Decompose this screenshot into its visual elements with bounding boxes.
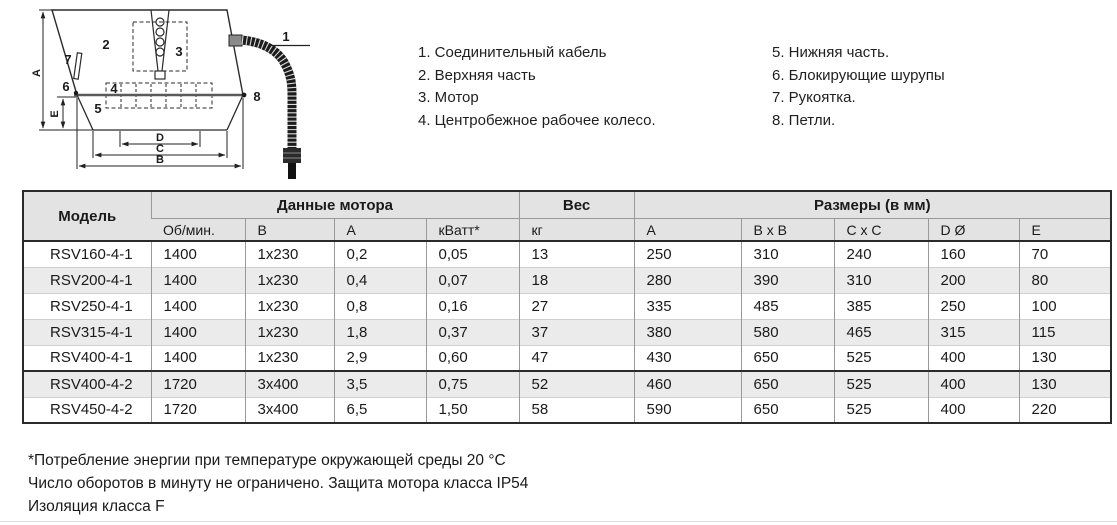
column-group-motor-data: Данные мотора [151, 191, 519, 219]
spec-cell: 280 [634, 267, 741, 293]
spec-cell: 525 [834, 371, 928, 397]
spec-cell: 650 [741, 371, 834, 397]
part-label-6: 6 [62, 79, 70, 94]
spec-cell: 1400 [151, 241, 245, 267]
dim-label-a: A [31, 69, 43, 77]
legend-item: 5. Нижняя часть. [772, 44, 890, 61]
spec-cell: 310 [741, 241, 834, 267]
spec-cell: 0,2 [334, 241, 426, 267]
legend-right [772, 42, 945, 132]
spec-cell: 37 [519, 319, 634, 345]
legend-item: 3. Мотор [418, 89, 479, 106]
spec-cell: 80 [1019, 267, 1111, 293]
fan-diagram [0, 0, 370, 185]
spec-cell: 650 [741, 397, 834, 423]
part-label-2: 2 [102, 37, 110, 52]
spec-cell: 310 [834, 267, 928, 293]
fan-upper-housing [52, 10, 243, 95]
legend-item: 4. Центробежное рабочее колесо. [418, 111, 656, 129]
part-label-8: 8 [253, 89, 261, 104]
column-header-dim-bxb: B x B [741, 219, 834, 242]
spec-cell: 0,75 [426, 371, 519, 397]
spec-cell: 390 [741, 267, 834, 293]
table-row [23, 293, 1111, 319]
spec-cell: 1720 [151, 397, 245, 423]
table-row [23, 241, 1111, 267]
spec-cell: 525 [834, 345, 928, 371]
model-cell: RSV200-4-1 [23, 267, 151, 293]
part-label-3: 3 [175, 44, 183, 59]
table-row [23, 371, 1111, 397]
spec-cell: 590 [634, 397, 741, 423]
spec-cell: 315 [928, 319, 1019, 345]
legend-item: 2. Верхняя часть [418, 66, 536, 84]
spec-cell: 13 [519, 241, 634, 267]
legend-item: 6. Блокирующие шурупы [772, 66, 945, 84]
spec-cell: 580 [741, 319, 834, 345]
spec-cell: 650 [741, 345, 834, 371]
spec-cell: 430 [634, 345, 741, 371]
spec-cell: 220 [1019, 397, 1111, 423]
spec-cell: 130 [1019, 345, 1111, 371]
table-row [23, 345, 1111, 371]
spec-cell: 1400 [151, 345, 245, 371]
spec-cell: 1400 [151, 293, 245, 319]
column-header-kg: кг [519, 219, 634, 242]
spec-cell: 3,5 [334, 371, 426, 397]
spec-cell: 485 [741, 293, 834, 319]
part-label-1: 1 [282, 29, 290, 44]
spec-cell: 250 [928, 293, 1019, 319]
spec-cell: 380 [634, 319, 741, 345]
spec-cell: 0,07 [426, 267, 519, 293]
column-header-dim-cxc: C x C [834, 219, 928, 242]
spec-cell: 1x230 [245, 293, 334, 319]
model-cell: RSV250-4-1 [23, 293, 151, 319]
connection-cable [229, 35, 310, 179]
spec-cell: 3x400 [245, 397, 334, 423]
footnote-line: *Потребление энергии при температуре окружающей среды 20 °C [28, 452, 506, 469]
spec-cell: 1x230 [245, 319, 334, 345]
footnote-line: Число оборотов в минуту не ограничено. Защита мотора класса IP54 [28, 475, 529, 492]
spec-cell: 2,9 [334, 345, 426, 371]
table-row [23, 319, 1111, 345]
column-header-dim-e: E [1019, 219, 1111, 242]
spec-cell: 6,5 [334, 397, 426, 423]
column-group-weight: Вес [519, 191, 634, 219]
spec-cell: 52 [519, 371, 634, 397]
table-row [23, 267, 1111, 293]
spec-cell: 58 [519, 397, 634, 423]
model-cell: RSV400-4-2 [23, 371, 151, 397]
dim-label-e: E [49, 110, 61, 118]
column-header-model: Модель [23, 191, 151, 241]
spec-cell: 1720 [151, 371, 245, 397]
spec-cell: 47 [519, 345, 634, 371]
spec-cell: 100 [1019, 293, 1111, 319]
legend-item: 7. Рукоятка. [772, 89, 856, 106]
column-header-rpm: Об/мин. [151, 219, 245, 242]
legend-item: 8. Петли. [772, 111, 836, 129]
spec-cell: 3x400 [245, 371, 334, 397]
spec-cell: 0,16 [426, 293, 519, 319]
column-header-dim-d: D Ø [928, 219, 1019, 242]
spec-cell: 400 [928, 397, 1019, 423]
model-cell: RSV400-4-1 [23, 345, 151, 371]
spec-cell: 27 [519, 293, 634, 319]
dim-label-b: B [156, 154, 164, 166]
spec-cell: 465 [834, 319, 928, 345]
part-label-7: 7 [64, 52, 72, 67]
spec-cell: 385 [834, 293, 928, 319]
column-header-amps: А [334, 219, 426, 242]
model-cell: RSV160-4-1 [50, 245, 133, 263]
spec-cell: 0,37 [426, 319, 519, 345]
spec-cell: 1400 [151, 319, 245, 345]
spec-cell: 1,50 [426, 397, 519, 423]
column-header-kwatt: кВатт* [426, 219, 519, 242]
spec-cell: 0,4 [334, 267, 426, 293]
footnotes [28, 449, 528, 518]
spec-cell: 1x230 [245, 241, 334, 267]
spec-cell: 400 [928, 371, 1019, 397]
dim-label-d: D [156, 132, 164, 144]
part-label-5: 5 [94, 101, 102, 116]
table-row [23, 397, 1111, 423]
page-bottom-rule [0, 521, 1117, 522]
spec-cell: 115 [1019, 319, 1111, 345]
spec-cell: 240 [834, 241, 928, 267]
spec-table [22, 190, 1112, 424]
spec-cell: 0,8 [334, 293, 426, 319]
footnote-line: Изоляция класса F [28, 498, 165, 515]
spec-cell: 460 [634, 371, 741, 397]
spec-cell: 1x230 [245, 267, 334, 293]
spec-cell: 250 [634, 241, 741, 267]
spec-cell: 1400 [151, 267, 245, 293]
column-header-dim-a: A [634, 219, 741, 242]
column-group-dimensions: Размеры (в мм) [634, 191, 1111, 219]
spec-cell: 0,60 [426, 345, 519, 371]
spec-cell: 400 [928, 345, 1019, 371]
spec-cell: 18 [519, 267, 634, 293]
locking-screw-dot [74, 91, 78, 95]
part-label-4: 4 [110, 81, 118, 96]
model-cell: RSV450-4-2 [23, 397, 151, 423]
model-cell: RSV315-4-1 [23, 319, 151, 345]
spec-cell: 335 [634, 293, 741, 319]
spec-cell: 0,05 [426, 241, 519, 267]
column-header-voltage: В [245, 219, 334, 242]
fan-lower-housing [77, 95, 243, 130]
spec-cell: 1x230 [245, 345, 334, 371]
spec-table-body [23, 241, 1111, 423]
dim-label-c: C [156, 143, 164, 155]
legend-item: 1. Соединительный кабель [418, 44, 607, 61]
spec-cell: 160 [928, 241, 1019, 267]
spec-cell: 130 [1019, 371, 1111, 397]
legend-left [418, 42, 656, 132]
spec-cell: 200 [928, 267, 1019, 293]
spec-cell: 525 [834, 397, 928, 423]
spec-cell: 70 [1019, 241, 1111, 267]
spec-cell: 1,8 [334, 319, 426, 345]
